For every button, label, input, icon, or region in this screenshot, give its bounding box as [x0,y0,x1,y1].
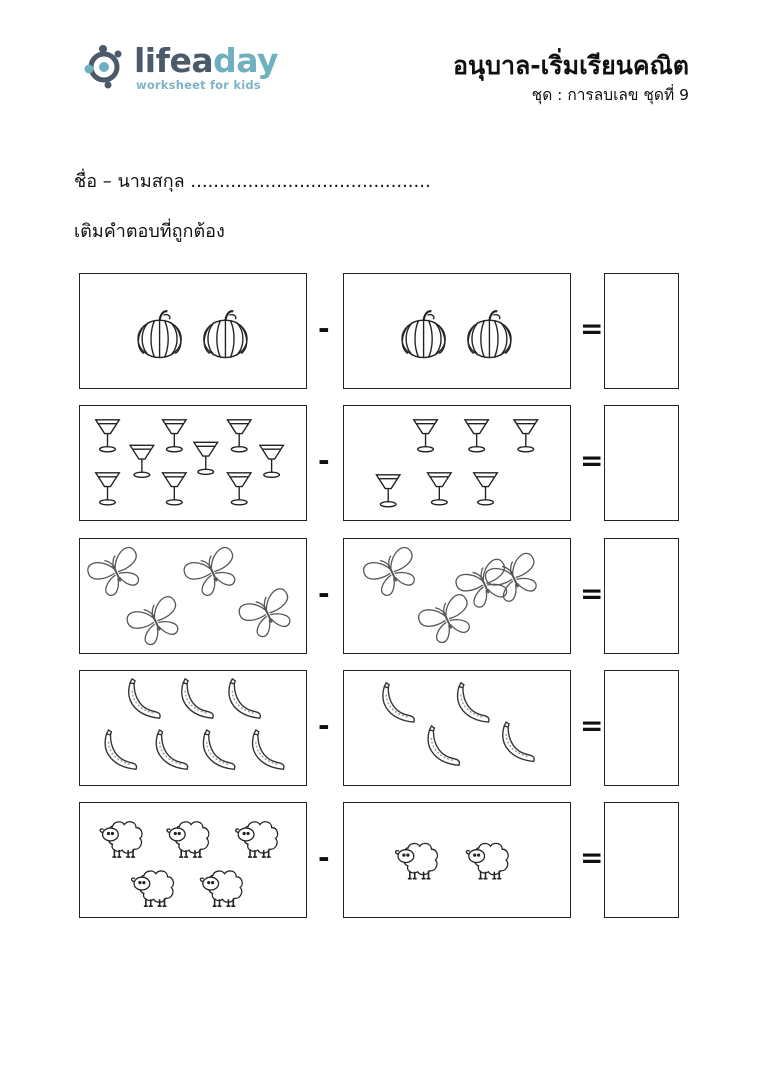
answer-box[interactable] [604,273,679,389]
sheep-icon [100,822,142,857]
answer-box[interactable] [604,405,679,521]
pumpkin-icon [468,311,511,357]
right-picture-box [343,670,571,786]
minus-sign: - [318,709,330,742]
sheep-icon [167,822,209,857]
equals-sign: = [580,577,604,610]
goblet-icon [130,445,154,477]
right-picture-box [343,802,571,918]
left-picture-box [79,802,307,918]
pumpkin-icon [402,311,445,357]
worksheet-subtitle: ชุด : การลบเลข ชุดที่ 9 [531,86,689,104]
butterfly-icon [416,592,478,647]
goblet-icon [376,475,400,507]
banana-group [80,671,306,785]
banana-icon [229,679,260,718]
right-picture-box [343,405,571,521]
sheep-icon [132,871,174,906]
right-picture-box [343,273,571,389]
goblet-group [344,406,570,520]
equals-sign: = [580,709,604,742]
goblet-group [80,406,306,520]
minus-sign: - [318,577,330,610]
sheep-icon [200,871,242,906]
left-picture-box [79,538,307,654]
goblet-icon [96,473,120,505]
butterfly-icon [85,545,147,600]
name-field-label: ชื่อ – นามสกุล .......................................... [74,171,431,192]
problem-row-pumpkin [0,273,763,389]
butterfly-icon [454,557,516,612]
answer-box[interactable] [604,802,679,918]
answer-box[interactable] [604,538,679,654]
brand-logo [82,40,279,96]
minus-sign: - [318,841,330,874]
brand-tagline: worksheet for kids [136,78,261,92]
banana-icon [458,683,489,722]
problem-row-butterfly [0,538,763,654]
banana-group [344,671,570,785]
goblet-icon [194,442,218,474]
goblet-icon [163,420,187,452]
sheep-icon [466,843,508,878]
right-picture-box [343,538,571,654]
goblet-icon [227,420,251,452]
sheep-icon [396,843,438,878]
pumpkin-icon [138,311,181,357]
goblet-icon [260,445,284,477]
equals-sign: = [580,841,604,874]
minus-sign: - [318,444,330,477]
left-picture-box [79,405,307,521]
butterfly-icon [182,545,244,600]
problem-row-banana [0,670,763,786]
instruction-text: เติมคำตอบที่ถูกต้อง [74,221,225,242]
banana-icon [503,722,534,761]
brand-name: lifeaday [134,41,279,80]
banana-icon [383,683,414,722]
problem-row-glass [0,405,763,521]
banana-icon [203,730,234,769]
banana-icon [253,730,284,769]
sheep-group [80,803,306,917]
sheep-icon [236,822,278,857]
goblet-icon [96,420,120,452]
goblet-icon [428,473,452,505]
left-picture-box [79,670,307,786]
pumpkin-group [344,274,570,388]
butterfly-group [344,539,570,653]
banana-icon [182,679,213,718]
banana-icon [105,730,136,769]
butterfly-icon [361,545,423,600]
goblet-icon [163,473,187,505]
butterfly-group [80,539,306,653]
goblet-icon [474,473,498,505]
butterfly-icon [125,594,187,649]
pumpkin-group [80,274,306,388]
pumpkin-icon [204,311,247,357]
minus-sign: - [318,312,330,345]
sheep-group [344,803,570,917]
equals-sign: = [580,444,604,477]
answer-box[interactable] [604,670,679,786]
banana-icon [129,679,160,718]
butterfly-icon [483,551,545,606]
goblet-icon [514,420,538,452]
goblet-icon [227,473,251,505]
problem-row-sheep [0,802,763,918]
equals-sign: = [580,312,604,345]
banana-icon [156,730,187,769]
molecule-logo-icon [82,40,132,90]
goblet-icon [465,420,489,452]
goblet-icon [414,420,438,452]
left-picture-box [79,273,307,389]
butterfly-icon [237,586,299,641]
worksheet-title: อนุบาล-เริ่มเรียนคณิต [452,51,689,80]
banana-icon [428,726,459,765]
